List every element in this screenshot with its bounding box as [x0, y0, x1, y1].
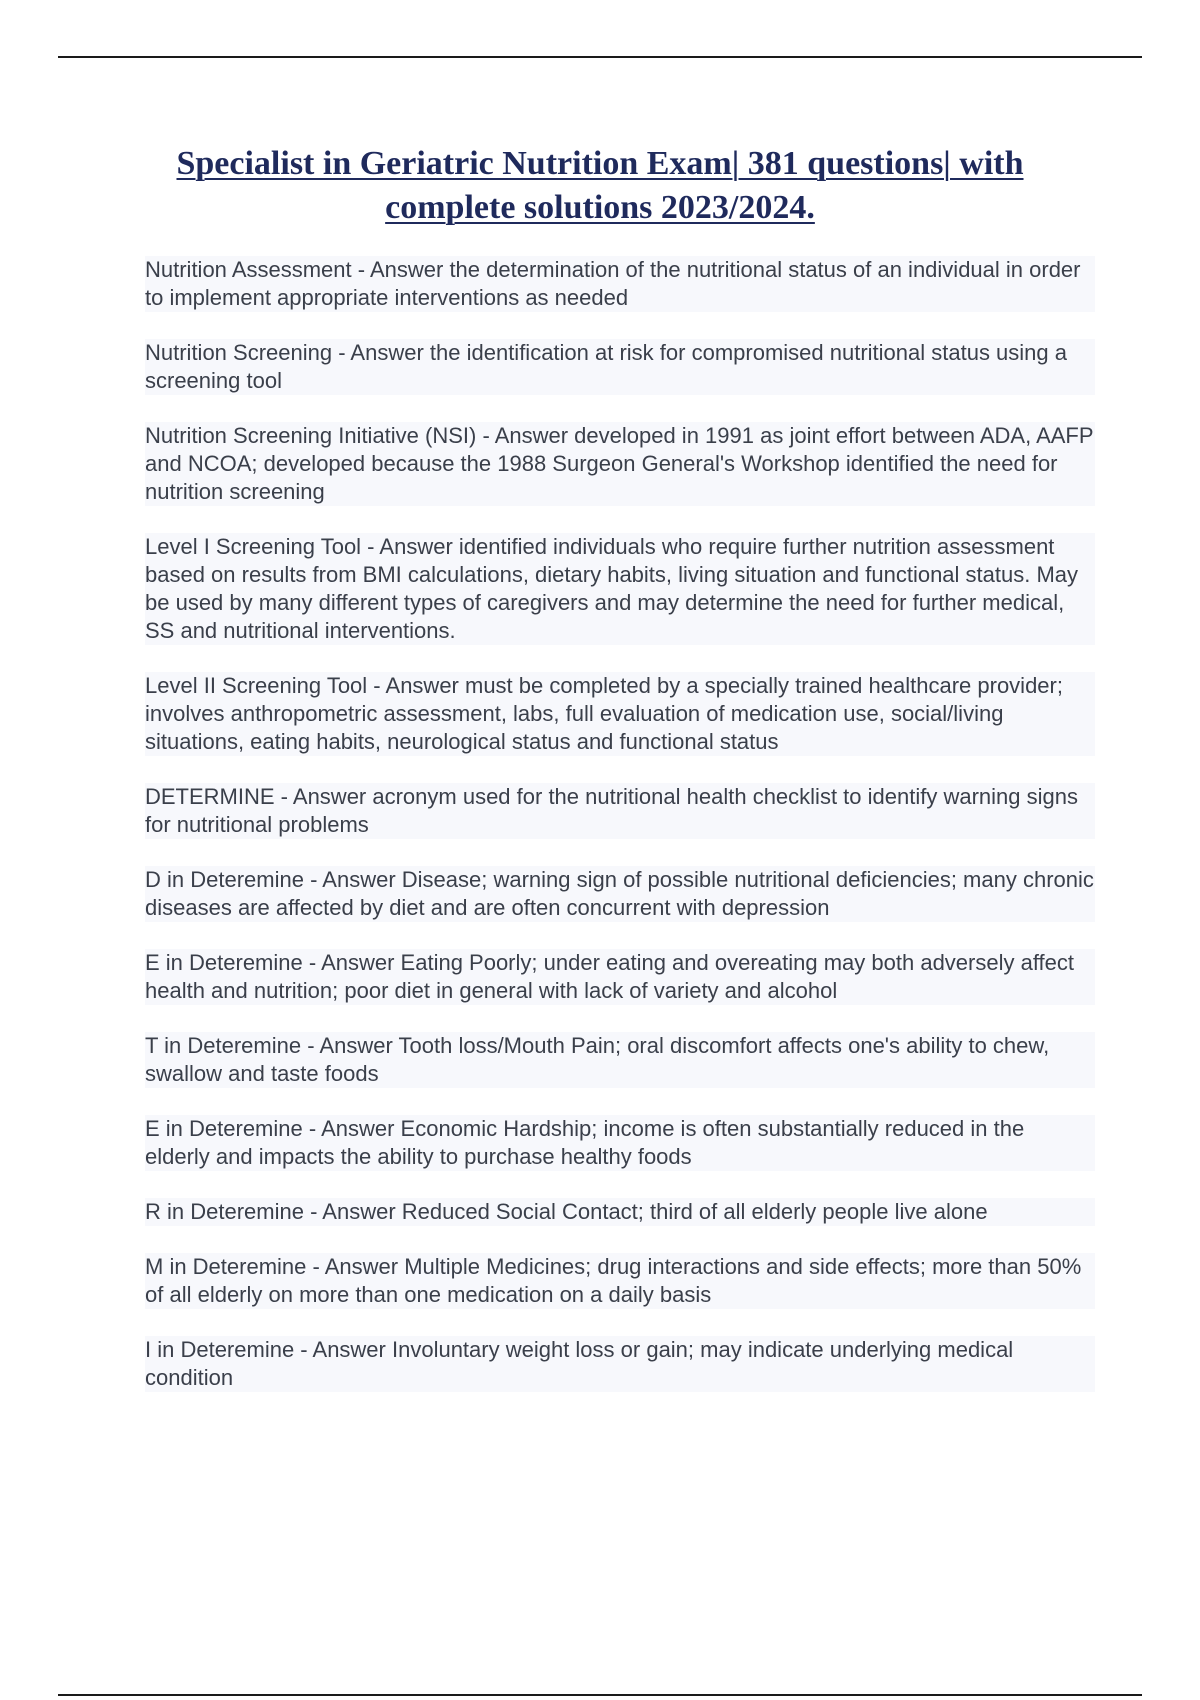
- entry-r-reduced-social-contact: R in Deteremine - Answer Reduced Social Contact; third of all elderly people live alone: [145, 1198, 1095, 1226]
- entry-level-1-screening-tool: Level I Screening Tool - Answer identified individuals who require further nutrition assessment based on results from BMI calculations, dietary habits, living situation and functional status. May be used by many different types of caregivers and may determine the need for further medical, SS and nutritional interventions.: [145, 533, 1095, 645]
- top-rule: [58, 56, 1142, 58]
- entry-level-2-screening-tool: Level II Screening Tool - Answer must be completed by a specially trained healthcare provider; involves anthropometric assessment, labs, full evaluation of medication use, social/living situations, eating habits, neurological status and functional status: [145, 672, 1095, 756]
- flashcard-list: [145, 256, 1095, 1419]
- entry-nutrition-assessment: Nutrition Assessment - Answer the determination of the nutritional status of an individual in order to implement appropriate interventions as needed: [145, 256, 1095, 312]
- title-line-2: complete solutions 2023/2024.: [385, 189, 815, 226]
- entry-i-involuntary-weight: I in Deteremine - Answer Involuntary weight loss or gain; may indicate underlying medical condition: [145, 1336, 1095, 1392]
- entry-e-eating-poorly: E in Deteremine - Answer Eating Poorly; under eating and overeating may both adversely affect health and nutrition; poor diet in general with lack of variety and alcohol: [145, 949, 1095, 1005]
- document-title: [120, 142, 1080, 230]
- entry-determine: DETERMINE - Answer acronym used for the nutritional health checklist to identify warning signs for nutritional problems: [145, 783, 1095, 839]
- entry-t-tooth-loss: T in Deteremine - Answer Tooth loss/Mouth Pain; oral discomfort affects one's ability to chew, swallow and taste foods: [145, 1032, 1095, 1088]
- bottom-rule: [58, 1694, 1142, 1696]
- entry-nsi: Nutrition Screening Initiative (NSI) - Answer developed in 1991 as joint effort between ADA, AAFP and NCOA; developed because the 1988 Surgeon General's Workshop identified the need for nutrition screening: [145, 423, 1094, 504]
- entry-d-disease: D in Deteremine - Answer Disease; warning sign of possible nutritional deficiencies; many chronic diseases are affected by diet and are often concurrent with depression: [145, 867, 1094, 920]
- title-line-1: Specialist in Geriatric Nutrition Exam| 381 questions| with: [176, 145, 1024, 182]
- entry-nutrition-screening: Nutrition Screening - Answer the identification at risk for compromised nutritional status using a screening tool: [145, 339, 1095, 395]
- entry-e-economic-hardship: E in Deteremine - Answer Economic Hardship; income is often substantially reduced in the elderly and impacts the ability to purchase healthy foods: [145, 1115, 1095, 1171]
- entry-m-multiple-medicines: M in Deteremine - Answer Multiple Medicines; drug interactions and side effects; more than 50% of all elderly on more than one medication on a daily basis: [145, 1253, 1095, 1309]
